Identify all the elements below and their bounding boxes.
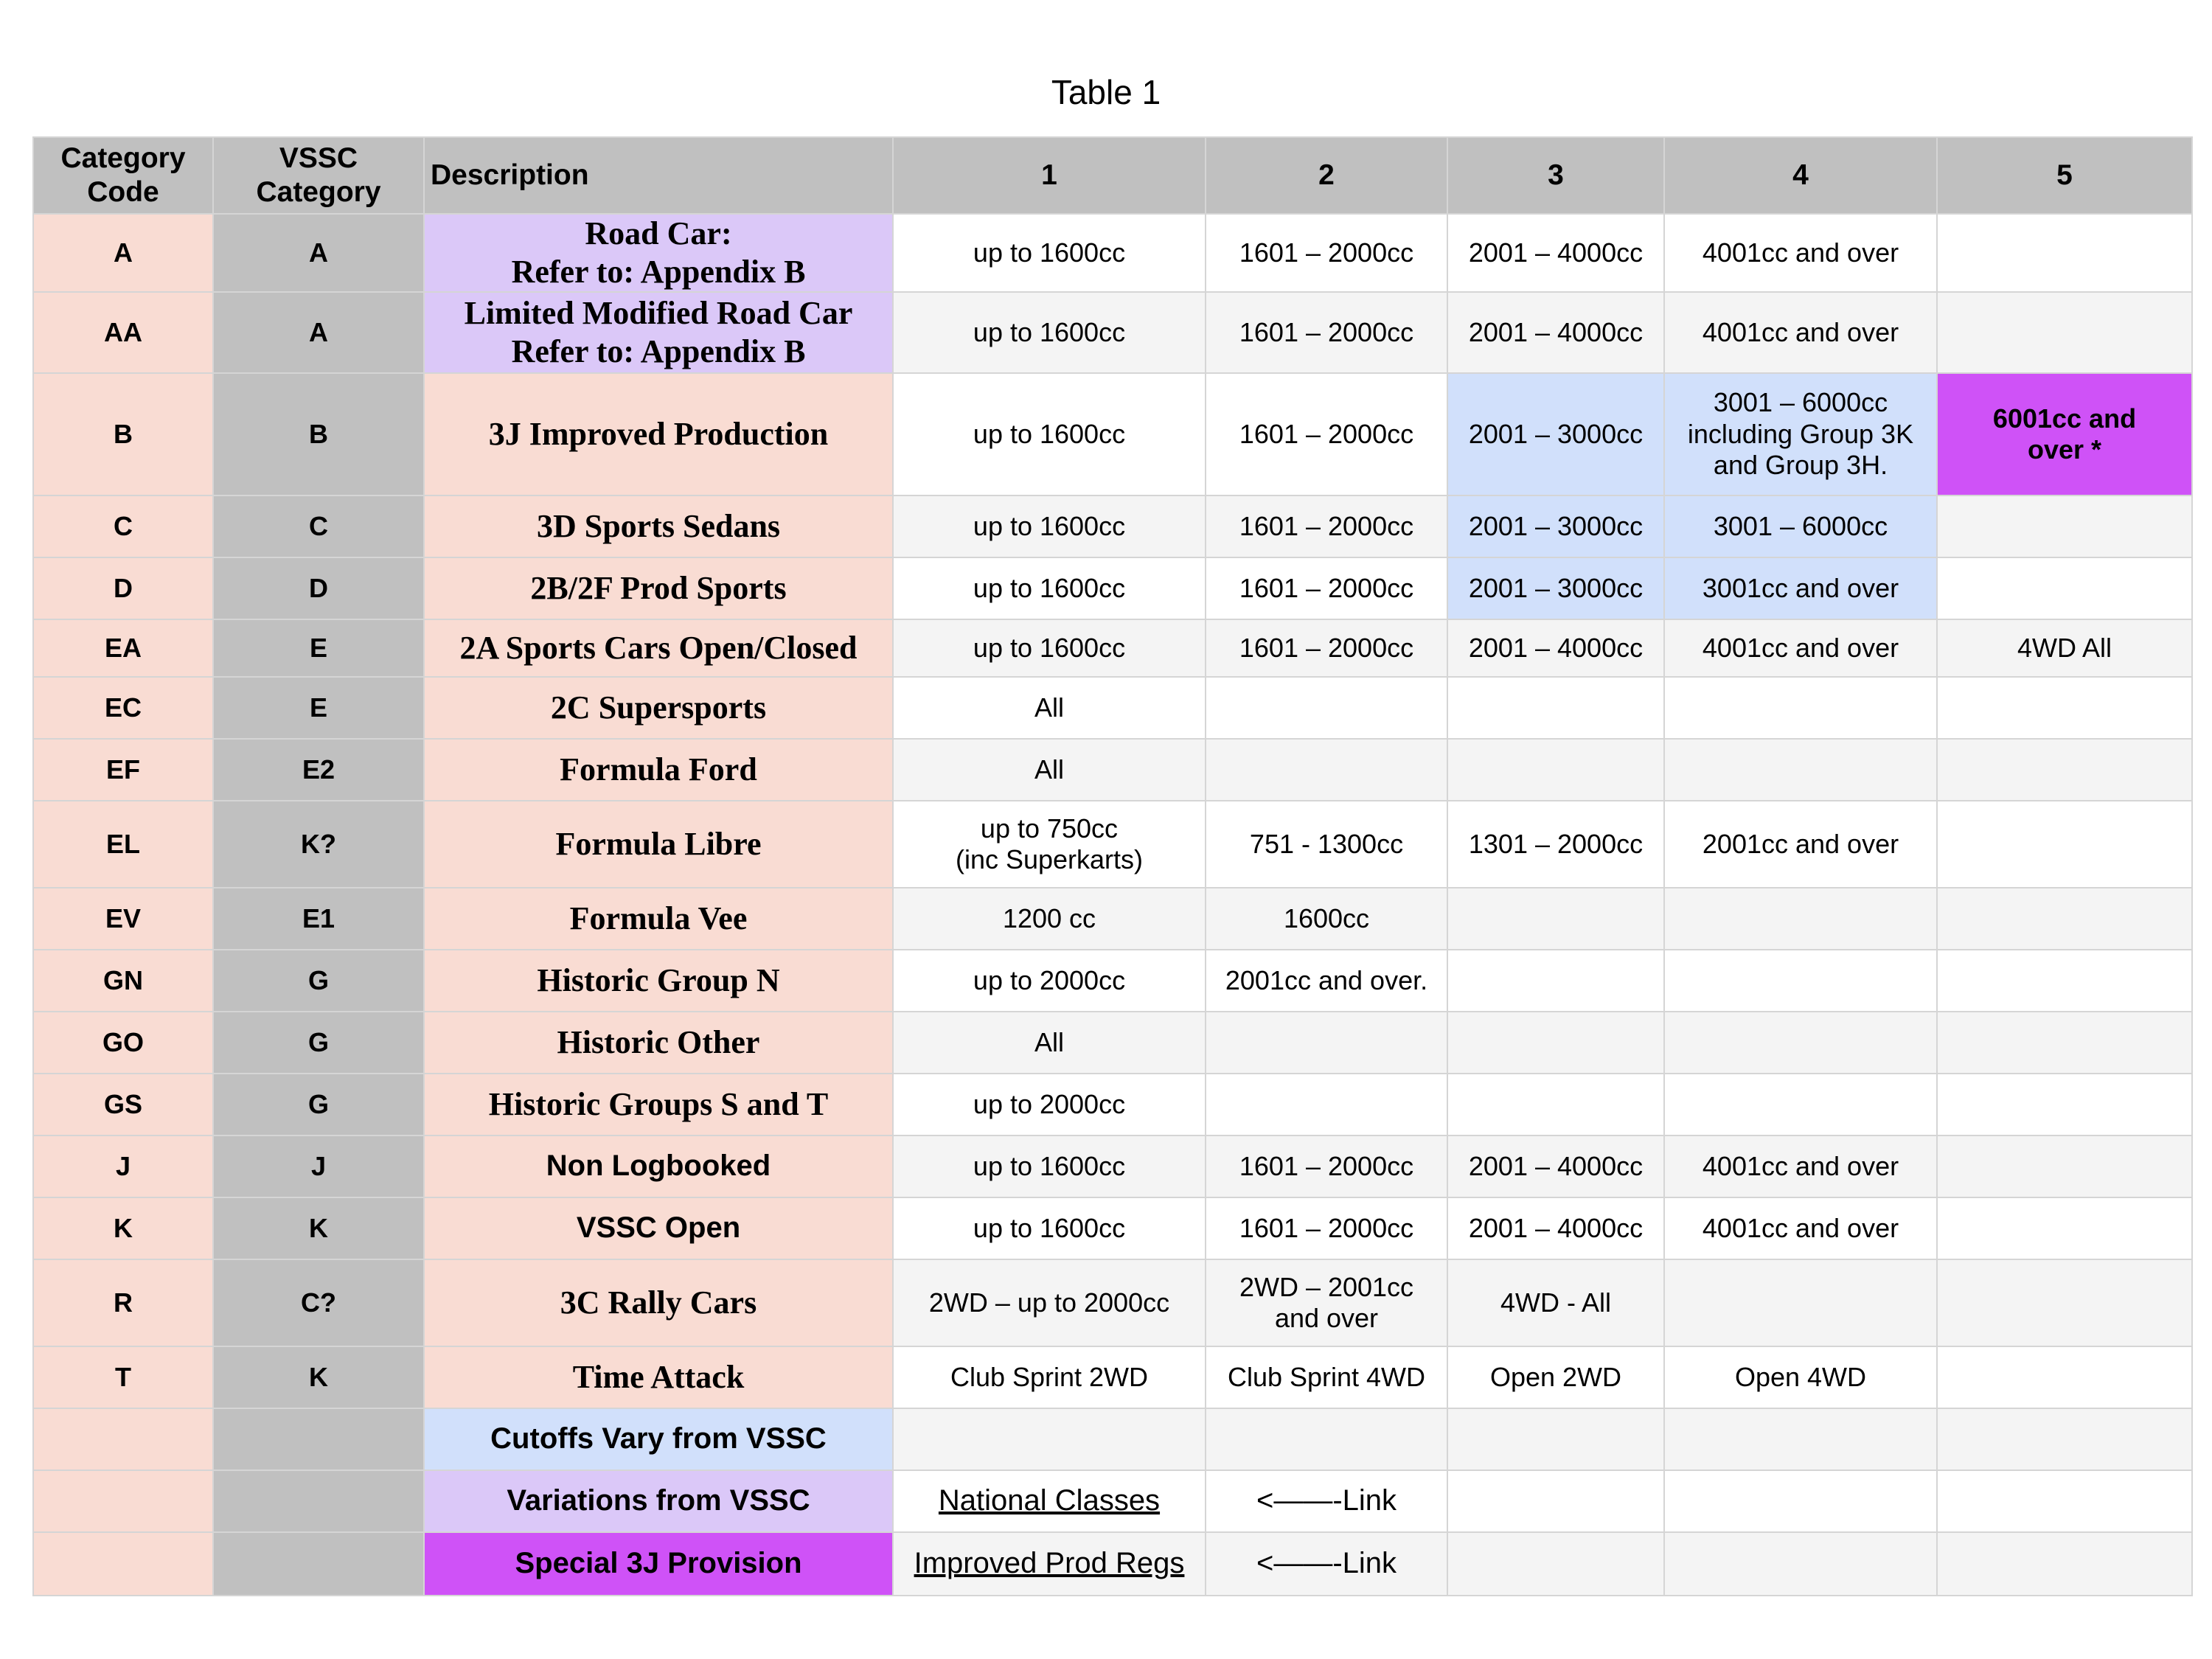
link-arrow-cell <box>1206 1532 1447 1596</box>
description: Road Car: Refer to: Appendix B <box>424 214 893 292</box>
header-row <box>33 137 2192 214</box>
description: Historic Other <box>424 1012 893 1074</box>
table-row <box>33 1346 2192 1408</box>
description: 2C Supersports <box>424 677 893 739</box>
header-category-code: Category Code <box>33 137 213 214</box>
national-classes-link[interactable]: National Classes <box>938 1484 1161 1517</box>
description: Time Attack <box>424 1346 893 1408</box>
table-row <box>33 292 2192 373</box>
category-code: EC <box>33 677 213 739</box>
class-1: 1200 cc <box>893 888 1206 950</box>
class-3: 1301 – 2000cc <box>1447 801 1664 888</box>
legend-cell <box>1664 1532 1937 1596</box>
header-col-3: 3 <box>1447 137 1664 214</box>
class-4: 2001cc and over <box>1664 801 1937 888</box>
class-2: 2WD – 2001cc and over <box>1206 1259 1447 1346</box>
category-code: EA <box>33 619 213 677</box>
class-2: Club Sprint 4WD <box>1206 1346 1447 1408</box>
class-3 <box>1447 1012 1664 1074</box>
class-1: Club Sprint 2WD <box>893 1346 1206 1408</box>
category-code: EL <box>33 801 213 888</box>
class-4 <box>1664 1074 1937 1135</box>
category-code: C <box>33 495 213 557</box>
class-1: up to 1600cc <box>893 1135 1206 1197</box>
class-5 <box>1937 1012 2192 1074</box>
header-col-4: 4 <box>1664 137 1937 214</box>
class-1: up to 1600cc <box>893 214 1206 292</box>
class-5 <box>1937 1197 2192 1259</box>
class-4 <box>1664 950 1937 1012</box>
category-code: A <box>33 214 213 292</box>
legend-variations: Variations from VSSC <box>424 1470 893 1532</box>
class-2: 1601 – 2000cc <box>1206 373 1447 495</box>
class-3: Open 2WD <box>1447 1346 1664 1408</box>
class-3: 2001 – 4000cc <box>1447 292 1664 373</box>
class-2: 1601 – 2000cc <box>1206 619 1447 677</box>
class-5 <box>1937 1346 2192 1408</box>
class-5 <box>1937 950 2192 1012</box>
class-5 <box>1937 495 2192 557</box>
vssc-category: J <box>213 1135 424 1197</box>
category-code: J <box>33 1135 213 1197</box>
class-5 <box>1937 1259 2192 1346</box>
legend-cell <box>1447 1408 1664 1470</box>
class-3 <box>1447 950 1664 1012</box>
class-3 <box>1447 739 1664 801</box>
category-code: GS <box>33 1074 213 1135</box>
class-2: 1601 – 2000cc <box>1206 495 1447 557</box>
category-code: GN <box>33 950 213 1012</box>
table-row <box>33 888 2192 950</box>
vssc-category: A <box>213 292 424 373</box>
class-2 <box>1206 739 1447 801</box>
table-row <box>33 1135 2192 1197</box>
table-row <box>33 801 2192 888</box>
description: Formula Vee <box>424 888 893 950</box>
class-5 <box>1937 888 2192 950</box>
link-arrow-cell <box>1206 1470 1447 1532</box>
class-4: Open 4WD <box>1664 1346 1937 1408</box>
table-title: Table 1 <box>1051 73 1161 111</box>
category-code: EV <box>33 888 213 950</box>
class-1: All <box>893 1012 1206 1074</box>
description: VSSC Open <box>424 1197 893 1259</box>
legend-code-empty <box>33 1408 213 1470</box>
class-4 <box>1664 677 1937 739</box>
vssc-category: B <box>213 373 424 495</box>
class-2 <box>1206 677 1447 739</box>
description: Non Logbooked <box>424 1135 893 1197</box>
class-1: up to 2000cc <box>893 1074 1206 1135</box>
category-code: EF <box>33 739 213 801</box>
table-row <box>33 1259 2192 1346</box>
class-5 <box>1937 1074 2192 1135</box>
link-arrow-label: <——-Link <box>1256 1547 1397 1580</box>
category-code: AA <box>33 292 213 373</box>
vssc-category: K <box>213 1346 424 1408</box>
class-4 <box>1664 1259 1937 1346</box>
class-3: 4WD - All <box>1447 1259 1664 1346</box>
legend-vssc-empty <box>213 1408 424 1470</box>
class-1: up to 1600cc <box>893 619 1206 677</box>
class-1: up to 1600cc <box>893 292 1206 373</box>
legend-code-empty <box>33 1470 213 1532</box>
improved-prod-regs-link[interactable]: Improved Prod Regs <box>914 1547 1185 1580</box>
description: 3C Rally Cars <box>424 1259 893 1346</box>
table-row <box>33 739 2192 801</box>
class-4 <box>1664 739 1937 801</box>
legend-cell <box>1937 1408 2192 1470</box>
legend-special-3j: Special 3J Provision <box>424 1532 893 1596</box>
class-1: up to 2000cc <box>893 950 1206 1012</box>
class-2: 1601 – 2000cc <box>1206 557 1447 619</box>
table-row <box>33 495 2192 557</box>
class-3 <box>1447 888 1664 950</box>
class-3: 2001 – 3000cc <box>1447 495 1664 557</box>
national-classes-cell <box>893 1470 1206 1532</box>
class-4: 3001 – 6000cc <box>1664 495 1937 557</box>
legend-row-cutoffs <box>33 1408 2192 1470</box>
class-1: All <box>893 677 1206 739</box>
header-vssc-category: VSSC Category <box>213 137 424 214</box>
table-row <box>33 677 2192 739</box>
class-4: 4001cc and over <box>1664 619 1937 677</box>
class-3: 2001 – 3000cc <box>1447 373 1664 495</box>
class-2 <box>1206 1074 1447 1135</box>
category-code: T <box>33 1346 213 1408</box>
category-code: R <box>33 1259 213 1346</box>
class-5 <box>1937 292 2192 373</box>
description: 3D Sports Sedans <box>424 495 893 557</box>
class-5 <box>1937 677 2192 739</box>
legend-row-special <box>33 1532 2192 1596</box>
link-arrow-label: <——-Link <box>1256 1484 1397 1517</box>
header-col-5: 5 <box>1937 137 2192 214</box>
class-5 <box>1937 739 2192 801</box>
vssc-category: E2 <box>213 739 424 801</box>
class-1: up to 1600cc <box>893 373 1206 495</box>
legend-cell <box>1206 1408 1447 1470</box>
class-4: 4001cc and over <box>1664 292 1937 373</box>
table-row <box>33 214 2192 292</box>
class-5 <box>1937 557 2192 619</box>
table-row <box>33 557 2192 619</box>
improved-prod-regs-cell <box>893 1532 1206 1596</box>
class-5 <box>1937 801 2192 888</box>
category-code: D <box>33 557 213 619</box>
class-3: 2001 – 4000cc <box>1447 1197 1664 1259</box>
class-4: 3001cc and over <box>1664 557 1937 619</box>
class-1: up to 1600cc <box>893 1197 1206 1259</box>
description: Historic Groups S and T <box>424 1074 893 1135</box>
legend-vssc-empty <box>213 1470 424 1532</box>
vssc-category: E <box>213 619 424 677</box>
description: Formula Ford <box>424 739 893 801</box>
class-2: 1601 – 2000cc <box>1206 1135 1447 1197</box>
vssc-category: A <box>213 214 424 292</box>
class-1: up to 1600cc <box>893 557 1206 619</box>
class-3: 2001 – 4000cc <box>1447 1135 1664 1197</box>
class-4 <box>1664 1012 1937 1074</box>
class-4: 4001cc and over <box>1664 1197 1937 1259</box>
description: 3J Improved Production <box>424 373 893 495</box>
category-code: B <box>33 373 213 495</box>
legend-cell <box>1937 1470 2192 1532</box>
class-1: All <box>893 739 1206 801</box>
class-3 <box>1447 1074 1664 1135</box>
description: Historic Group N <box>424 950 893 1012</box>
category-table <box>32 136 2193 1596</box>
class-4 <box>1664 888 1937 950</box>
class-3: 2001 – 4000cc <box>1447 619 1664 677</box>
legend-vssc-empty <box>213 1532 424 1596</box>
legend-cell <box>1447 1470 1664 1532</box>
header-col-2: 2 <box>1206 137 1447 214</box>
class-5 <box>1937 214 2192 292</box>
category-code: K <box>33 1197 213 1259</box>
legend-row-variations <box>33 1470 2192 1532</box>
legend-cell <box>1447 1532 1664 1596</box>
vssc-category: K <box>213 1197 424 1259</box>
vssc-category: G <box>213 1012 424 1074</box>
vssc-category: E1 <box>213 888 424 950</box>
vssc-category: G <box>213 1074 424 1135</box>
legend-code-empty <box>33 1532 213 1596</box>
table-row <box>33 373 2192 495</box>
table-row <box>33 1074 2192 1135</box>
class-2: 2001cc and over. <box>1206 950 1447 1012</box>
vssc-category: D <box>213 557 424 619</box>
header-description: Description <box>424 137 893 214</box>
vssc-category: G <box>213 950 424 1012</box>
table-row <box>33 1012 2192 1074</box>
description: Formula Libre <box>424 801 893 888</box>
description: 2B/2F Prod Sports <box>424 557 893 619</box>
class-2: 1601 – 2000cc <box>1206 1197 1447 1259</box>
class-3: 2001 – 3000cc <box>1447 557 1664 619</box>
class-3: 2001 – 4000cc <box>1447 214 1664 292</box>
class-4: 4001cc and over <box>1664 1135 1937 1197</box>
class-5: 4WD All <box>1937 619 2192 677</box>
class-2: 1601 – 2000cc <box>1206 292 1447 373</box>
class-4: 3001 – 6000cc including Group 3K and Group 3H. <box>1664 373 1937 495</box>
class-3 <box>1447 677 1664 739</box>
class-2 <box>1206 1012 1447 1074</box>
class-1: up to 750cc (inc Superkarts) <box>893 801 1206 888</box>
table-row <box>33 619 2192 677</box>
legend-cell <box>1664 1470 1937 1532</box>
class-5: 6001cc and over * <box>1937 373 2192 495</box>
description: 2A Sports Cars Open/Closed <box>424 619 893 677</box>
table-row <box>33 950 2192 1012</box>
legend-cell <box>893 1408 1206 1470</box>
legend-cell <box>1937 1532 2192 1596</box>
vssc-category: C? <box>213 1259 424 1346</box>
class-2: 1601 – 2000cc <box>1206 214 1447 292</box>
class-1: 2WD – up to 2000cc <box>893 1259 1206 1346</box>
class-2: 1600cc <box>1206 888 1447 950</box>
class-5 <box>1937 1135 2192 1197</box>
class-4: 4001cc and over <box>1664 214 1937 292</box>
header-col-1: 1 <box>893 137 1206 214</box>
table-row <box>33 1197 2192 1259</box>
description: Limited Modified Road Car Refer to: Appendix B <box>424 292 893 373</box>
class-1: up to 1600cc <box>893 495 1206 557</box>
vssc-category: E <box>213 677 424 739</box>
vssc-category: C <box>213 495 424 557</box>
vssc-category: K? <box>213 801 424 888</box>
category-code: GO <box>33 1012 213 1074</box>
class-2: 751 - 1300cc <box>1206 801 1447 888</box>
legend-cell <box>1664 1408 1937 1470</box>
legend-cutoffs-vary: Cutoffs Vary from VSSC <box>424 1408 893 1470</box>
